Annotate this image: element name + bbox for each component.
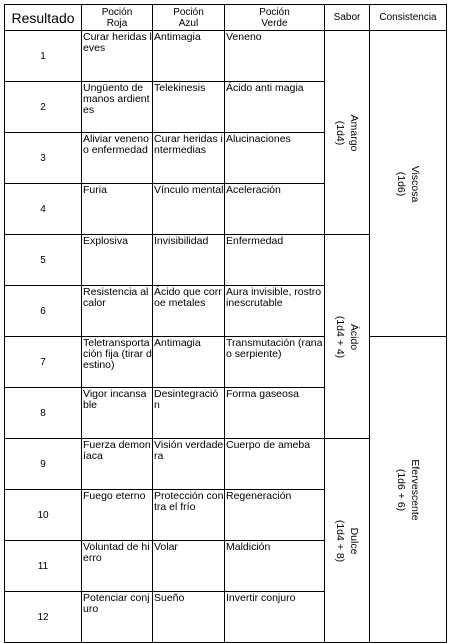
cell-verde: Regeneración (225, 490, 325, 541)
cell-verde: Aceleración (225, 184, 325, 235)
header-consistencia: Consistencia (370, 5, 447, 31)
cell-azul: Vínculo mental (153, 184, 225, 235)
cell-verde: Ácido anti magia (225, 82, 325, 133)
sabor-dulce: Dulce (1d4 + 8) (325, 439, 370, 643)
cell-azul: Sueño (153, 592, 225, 643)
row-number: 5 (5, 235, 82, 286)
header-sabor: Sabor (325, 5, 370, 31)
cell-azul: Telekinesis (153, 82, 225, 133)
cell-azul: Ácido que corroe metales (153, 286, 225, 337)
consistencia-viscosa: Viscosa (1d6) (370, 31, 447, 337)
table-row (5, 337, 447, 388)
cell-verde: Forma gaseosa (225, 388, 325, 439)
header-roja: Poción Roja (82, 5, 153, 31)
cell-azul: Desintegración (153, 388, 225, 439)
row-number: 2 (5, 82, 82, 133)
row-number: 9 (5, 439, 82, 490)
cell-azul: Antimagia (153, 31, 225, 82)
cell-verde: Alucinaciones (225, 133, 325, 184)
cell-azul: Antimagia (153, 337, 225, 388)
cell-roja: Vigor incansable (82, 388, 153, 439)
cell-roja: Potenciar conjuro (82, 592, 153, 643)
cell-verde: Invertir conjuro (225, 592, 325, 643)
table-row (5, 31, 447, 82)
cell-azul: Invisibilidad (153, 235, 225, 286)
row-number: 10 (5, 490, 82, 541)
header-resultado: Resultado (5, 5, 82, 31)
cell-roja: Teletransportación fija (tirar destino) (82, 337, 153, 388)
row-number: 3 (5, 133, 82, 184)
cell-roja: Curar heridas leves (82, 31, 153, 82)
row-number: 6 (5, 286, 82, 337)
header-verde: Poción Verde (225, 5, 325, 31)
row-number: 7 (5, 337, 82, 388)
consistencia-efervescente: Efervescente (1d6 + 6) (370, 337, 447, 643)
cell-roja: Voluntad de hierro (82, 541, 153, 592)
cell-verde: Veneno (225, 31, 325, 82)
cell-azul: Protección contra el frío (153, 490, 225, 541)
cell-roja: Furia (82, 184, 153, 235)
header-row (5, 5, 447, 31)
cell-roja: Ungüento de manos ardientes (82, 82, 153, 133)
row-number: 11 (5, 541, 82, 592)
cell-azul: Volar (153, 541, 225, 592)
cell-roja: Fuego eterno (82, 490, 153, 541)
cell-verde: Cuerpo de ameba (225, 439, 325, 490)
cell-roja: Aliviar veneno o enfermedad (82, 133, 153, 184)
row-number: 1 (5, 31, 82, 82)
cell-verde: Maldición (225, 541, 325, 592)
row-number: 12 (5, 592, 82, 643)
cell-azul: Visión verdadera (153, 439, 225, 490)
row-number: 4 (5, 184, 82, 235)
cell-roja: Resistencia al calor (82, 286, 153, 337)
potion-table (4, 4, 447, 643)
sabor-amargo: Amargo (1d4) (325, 31, 370, 235)
cell-verde: Enfermedad (225, 235, 325, 286)
cell-roja: Explosiva (82, 235, 153, 286)
cell-azul: Curar heridas intermedias (153, 133, 225, 184)
header-azul: Poción Azul (153, 5, 225, 31)
cell-verde: Transmutación (rana o serpiente) (225, 337, 325, 388)
cell-verde: Aura invisible, rostro inescrutable (225, 286, 325, 337)
cell-roja: Fuerza demoníaca (82, 439, 153, 490)
sabor-acido: Ácido (1d4 + 4) (325, 235, 370, 439)
row-number: 8 (5, 388, 82, 439)
